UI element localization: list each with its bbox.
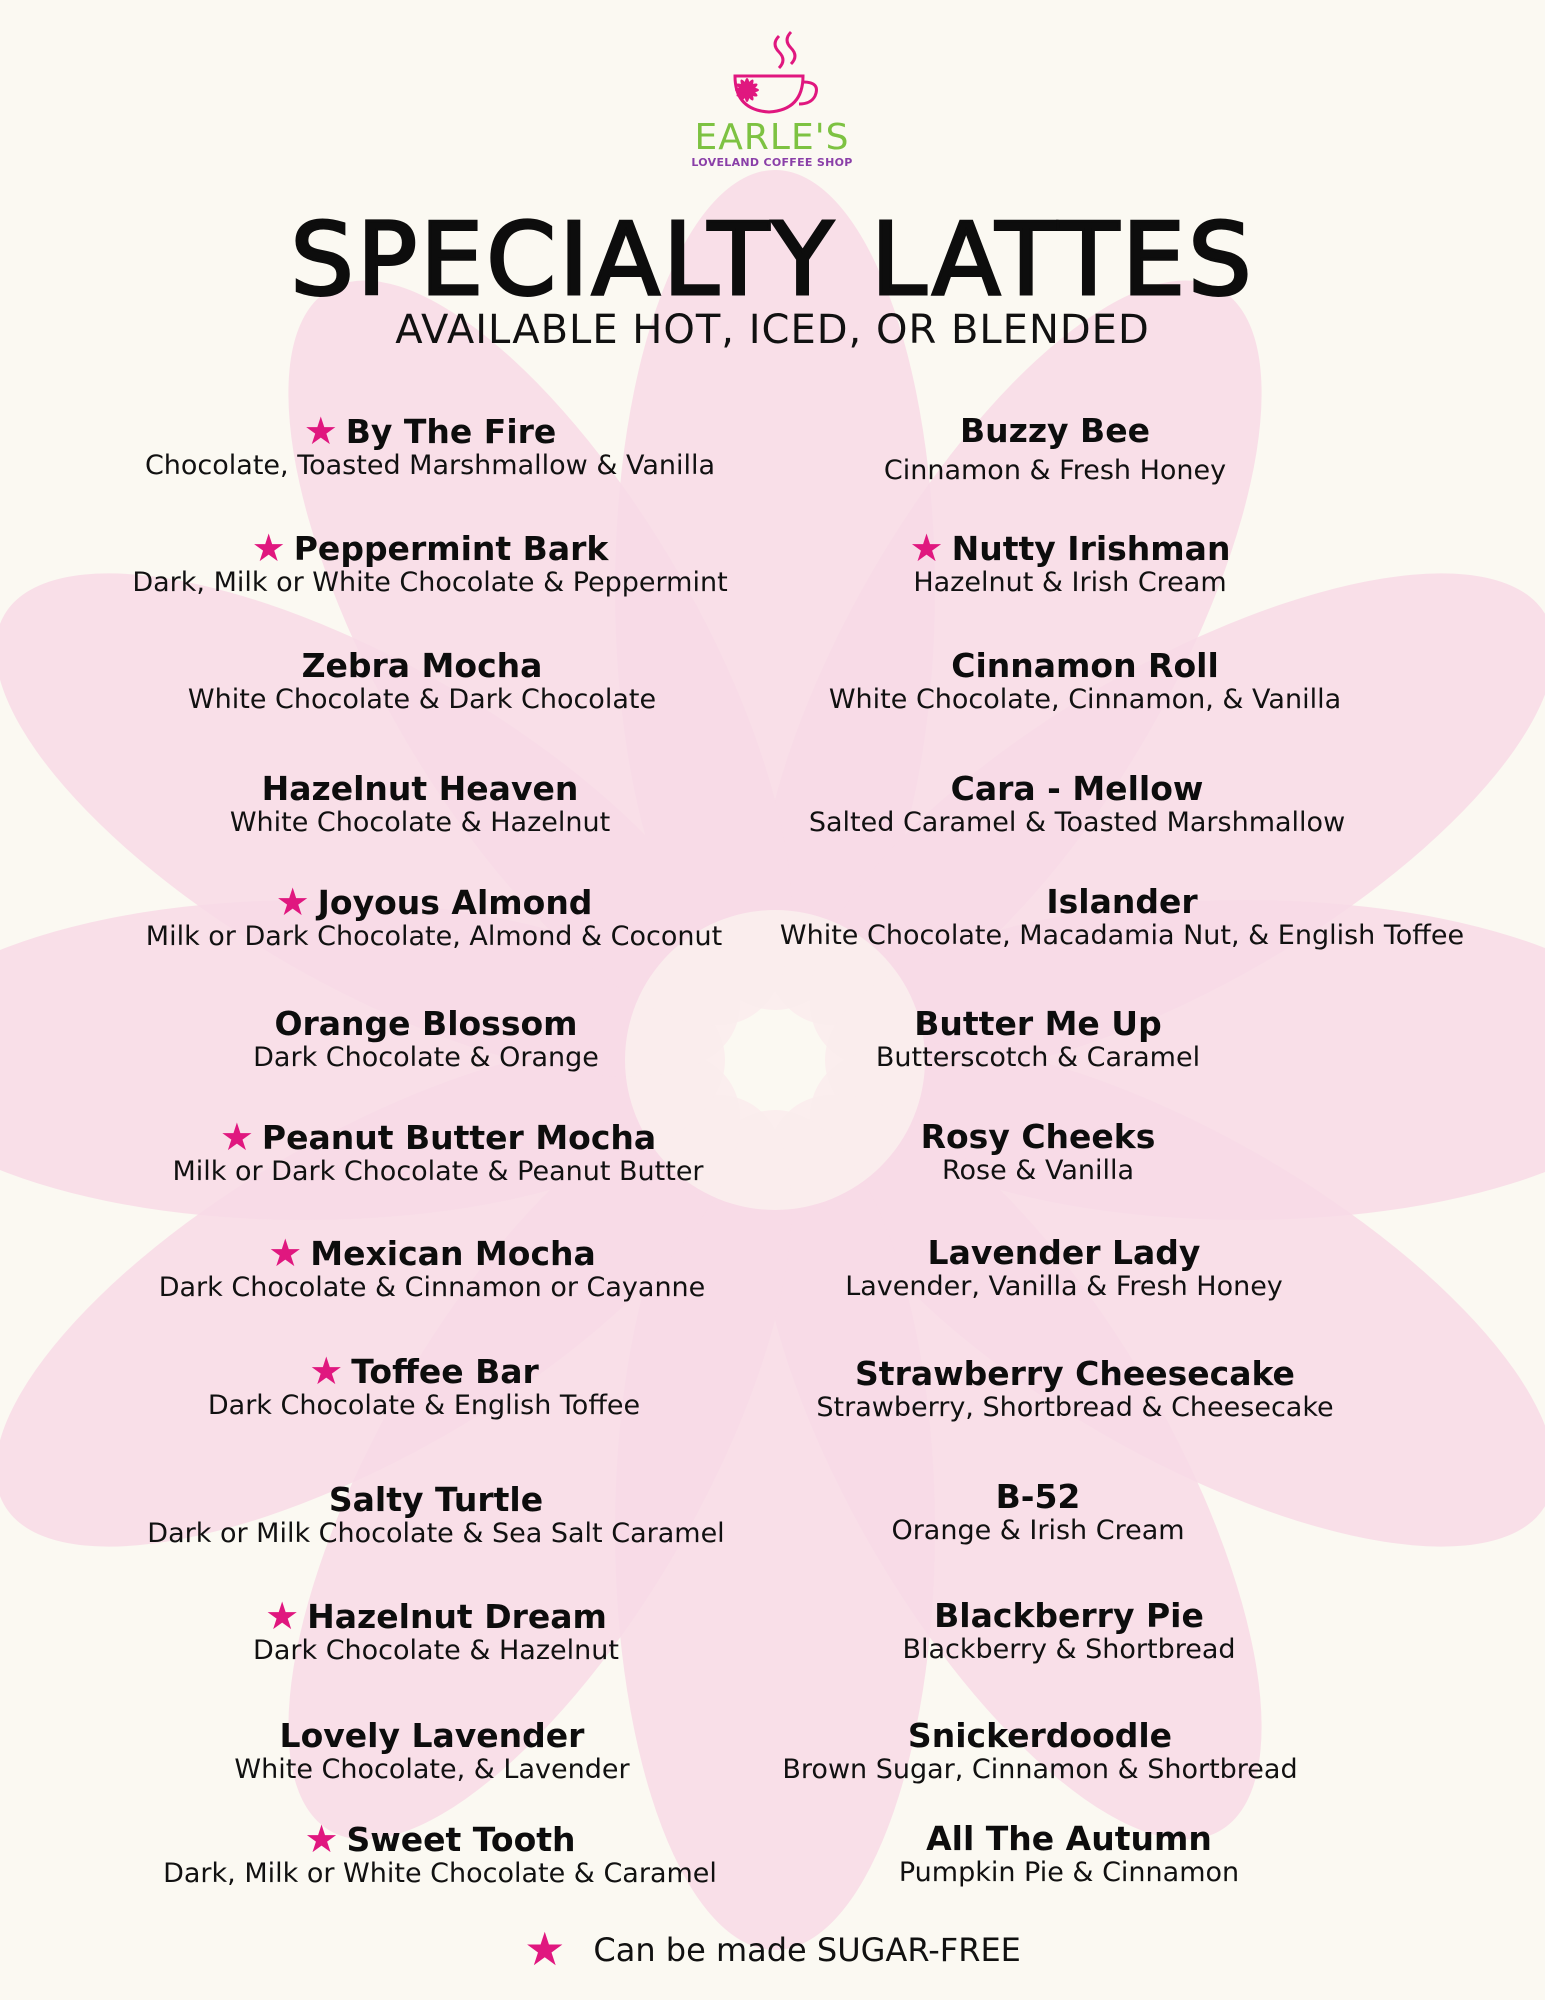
item-name: Cara - Mellow [950, 769, 1204, 808]
item-description: White Chocolate, Cinnamon, & Vanilla [828, 684, 1342, 715]
star-icon: ★ [275, 880, 310, 924]
menu-item [234, 1718, 629, 1785]
item-name: Cinnamon Roll [951, 646, 1219, 685]
sugar-free-legend [0, 1922, 1545, 1976]
star-icon: ★ [219, 1115, 254, 1159]
menu-item [876, 1006, 1200, 1073]
item-description: Dark Chocolate & Orange [253, 1042, 599, 1073]
item-description: Dark or Milk Chocolate & Sea Salt Caramel [147, 1518, 725, 1549]
item-name: ★ Hazelnut Dream [265, 1594, 607, 1638]
item-name: Blackberry Pie [934, 1596, 1204, 1635]
item-description: Dark, Milk or White Chocolate & Peppermint [132, 567, 728, 598]
star-icon: ★ [265, 1594, 300, 1638]
star-icon: ★ [309, 1349, 344, 1393]
item-name: B-52 [995, 1477, 1081, 1516]
item-name: ★ Nutty Irishman [909, 526, 1231, 570]
star-icon: ★ [304, 1817, 339, 1861]
item-name: ★ Toffee Bar [309, 1349, 539, 1393]
item-description: Dark Chocolate & Cinnamon or Cayanne [158, 1272, 706, 1303]
item-description: Dark Chocolate & Hazelnut [253, 1635, 619, 1666]
menu-item [816, 1356, 1333, 1423]
brand-tagline: LOVELAND COFFEE SHOP [691, 156, 853, 169]
menu-item [253, 1594, 619, 1666]
menu-item [891, 1479, 1184, 1546]
item-name: Zebra Mocha [301, 646, 543, 685]
item-description: Pumpkin Pie & Cinnamon [898, 1857, 1240, 1888]
item-description: Brown Sugar, Cinnamon & Shortbread [782, 1754, 1298, 1785]
brand-logo [672, 28, 872, 188]
star-icon: ★ [303, 409, 338, 453]
menu-item [207, 1349, 641, 1421]
item-name: ★ Peppermint Bark [251, 526, 609, 570]
item-description: Dark Chocolate & English Toffee [207, 1390, 641, 1421]
menu-item [809, 771, 1345, 838]
item-description: Blackberry & Shortbread [902, 1634, 1236, 1665]
menu-item [845, 1235, 1283, 1302]
item-name: Strawberry Cheesecake [855, 1354, 1295, 1393]
page-subtitle: AVAILABLE HOT, ICED, OR BLENDED [395, 307, 1150, 353]
item-description: Butterscotch & Caramel [875, 1042, 1201, 1073]
item-description: Cinnamon & Fresh Honey [883, 455, 1227, 486]
item-name: ★ Mexican Mocha [268, 1231, 596, 1275]
brand-name: EARLE'S [694, 117, 850, 158]
item-name: All The Autumn [926, 1819, 1212, 1858]
menu-item [132, 526, 728, 598]
item-description: White Chocolate & Hazelnut [229, 807, 611, 838]
item-name: Lovely Lavender [279, 1716, 585, 1755]
menu-item [829, 648, 1341, 715]
menu-item [780, 884, 1464, 951]
item-name: ★ Sweet Tooth [304, 1817, 576, 1861]
menu-item [884, 413, 1226, 486]
menu-item [147, 1482, 724, 1549]
menu-item [188, 648, 656, 715]
item-name: Orange Blossom [274, 1004, 578, 1043]
menu-item [899, 1821, 1239, 1888]
item-description: Rose & Vanilla [941, 1155, 1135, 1186]
menu-item [163, 1817, 717, 1889]
item-name: Buzzy Bee [960, 411, 1150, 450]
item-description: Milk or Dark Chocolate & Peanut Butter [172, 1156, 704, 1187]
star-icon: ★ [268, 1231, 303, 1275]
menu-item [782, 1718, 1297, 1785]
item-description: White Chocolate, Macadamia Nut, & English Toffee [779, 920, 1465, 951]
menu-item [253, 1006, 599, 1073]
item-name: Salty Turtle [328, 1480, 544, 1519]
menu-item [230, 771, 610, 838]
item-description: Lavender, Vanilla & Fresh Honey [845, 1271, 1283, 1302]
item-description: Chocolate, Toasted Marshmallow & Vanilla [144, 450, 716, 481]
menu-item [145, 880, 723, 952]
item-description: Salted Caramel & Toasted Marshmallow [808, 807, 1346, 838]
menu-item [902, 1598, 1235, 1665]
item-description: Hazelnut & Irish Cream [913, 567, 1227, 598]
star-icon: ★ [909, 526, 944, 570]
menu-item [158, 1231, 706, 1303]
legend-note: Can be made SUGAR-FREE [593, 1931, 1021, 1969]
menu-item [172, 1115, 704, 1187]
item-name: Snickerdoodle [907, 1716, 1173, 1755]
item-name: Lavender Lady [927, 1233, 1201, 1272]
item-name: Butter Me Up [914, 1004, 1162, 1043]
item-name: Hazelnut Heaven [261, 769, 579, 808]
item-name: Islander [1046, 882, 1198, 921]
item-description: White Chocolate & Dark Chocolate [187, 684, 657, 715]
menu-item [921, 1119, 1156, 1186]
item-name: ★ Peanut Butter Mocha [219, 1115, 657, 1159]
item-description: Milk or Dark Chocolate, Almond & Coconut [145, 921, 723, 952]
item-name: Rosy Cheeks [920, 1117, 1156, 1156]
item-name: ★ Joyous Almond [275, 880, 593, 924]
item-description: Orange & Irish Cream [891, 1515, 1185, 1546]
item-description: Strawberry, Shortbread & Cheesecake [816, 1392, 1334, 1423]
item-name: ★ By The Fire [303, 409, 557, 453]
item-description: White Chocolate, & Lavender [234, 1754, 630, 1785]
star-icon: ★ [524, 1922, 566, 1976]
menu-item [909, 526, 1231, 598]
star-icon: ★ [251, 526, 286, 570]
menu-item [144, 409, 716, 481]
coffee-cup-icon [717, 28, 827, 118]
item-description: Dark, Milk or White Chocolate & Caramel [163, 1858, 717, 1889]
page-title: SPECIALTY LATTES [290, 201, 1255, 318]
